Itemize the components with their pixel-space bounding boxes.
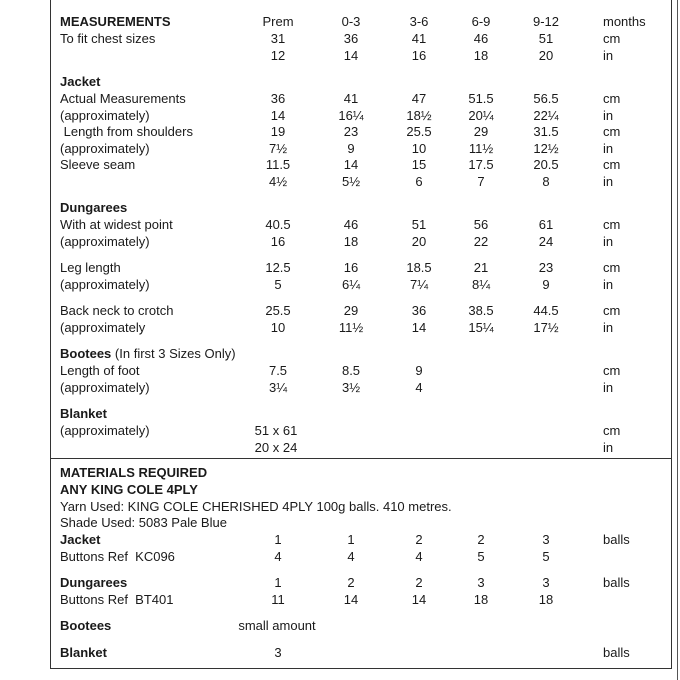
dungarees-value: 18 — [343, 234, 359, 249]
chest-in-value: 20 — [538, 48, 554, 63]
jacket-value: 11.5 — [265, 157, 291, 172]
yarn-used: Yarn Used: KING COLE CHERISHED 4PLY 100g balls. 410 metres. — [60, 499, 452, 514]
jacket-value: 23 — [343, 124, 359, 139]
dungarees-row-label: Leg length — [60, 260, 121, 275]
dungarees-value: 46 — [343, 217, 359, 232]
jacket-balls-value: 1 — [274, 532, 282, 547]
page-edge-line — [677, 0, 678, 680]
blanket-label: (approximately) — [60, 423, 150, 438]
dungarees-balls-value: 2 — [415, 575, 423, 590]
dungarees-row-label: (approximately) — [60, 234, 150, 249]
jacket-value: 14 — [343, 157, 359, 172]
jacket-value: 36 — [270, 91, 286, 106]
dungarees-value: 16 — [270, 234, 286, 249]
jacket-heading: Jacket — [60, 74, 101, 89]
dungarees-buttons-value: 18 — [538, 592, 554, 607]
jacket-value: 16¼ — [338, 108, 364, 123]
jacket-row-label: (approximately) — [60, 141, 150, 156]
dungarees-value: 40.5 — [265, 217, 291, 232]
blanket-balls-unit: balls — [603, 645, 630, 660]
bootees-value: 8.5 — [341, 363, 361, 378]
blanket-in-value: 20 x 24 — [254, 440, 298, 455]
blanket-heading: Blanket — [60, 406, 107, 421]
jacket-row-label: (approximately) — [60, 108, 150, 123]
jacket-value: 15 — [411, 157, 427, 172]
bootees-heading-line — [60, 346, 236, 362]
bootees-row-label: (approximately) — [60, 380, 150, 395]
chest-in-value: 14 — [343, 48, 359, 63]
jacket-value: 7½ — [268, 141, 288, 156]
jacket-value: 47 — [411, 91, 427, 106]
jacket-unit: in — [603, 108, 614, 123]
jacket-value: 5½ — [341, 174, 361, 189]
chest-cm-value: 31 — [270, 31, 286, 46]
jacket-value: 8 — [542, 174, 550, 189]
bootees-amount: small amount — [238, 618, 316, 633]
jacket-balls-value: 1 — [347, 532, 355, 547]
size-header-0-3: 0-3 — [341, 14, 361, 29]
jacket-value: 18½ — [406, 108, 432, 123]
dungarees-value: 38.5 — [468, 303, 494, 318]
jacket-value: 9 — [347, 141, 355, 156]
jacket-value: 41 — [343, 91, 359, 106]
materials-bootees-label: Bootees — [60, 618, 112, 633]
jacket-value: 31.5 — [533, 124, 559, 139]
dungarees-value: 8¼ — [471, 277, 491, 292]
jacket-balls-value: 2 — [477, 532, 485, 547]
size-header-prem: Prem — [262, 14, 294, 29]
bootees-heading: Bootees — [60, 346, 112, 361]
chest-in-value: 16 — [411, 48, 427, 63]
jacket-value: 6 — [415, 174, 423, 189]
jacket-balls-value: 2 — [415, 532, 423, 547]
dungarees-balls-value: 2 — [347, 575, 355, 590]
dungarees-balls-value: 3 — [477, 575, 485, 590]
dungarees-balls-value: 3 — [542, 575, 550, 590]
bootees-value: 3½ — [341, 380, 361, 395]
dungarees-heading: Dungarees — [60, 200, 128, 215]
jacket-buttons-value: 4 — [415, 549, 423, 564]
bootees-row-label: Length of foot — [60, 363, 140, 378]
dungarees-value: 18.5 — [406, 260, 432, 275]
jacket-value: 29 — [473, 124, 489, 139]
chest-cm-value: 36 — [343, 31, 359, 46]
jacket-balls-value: 3 — [542, 532, 550, 547]
dungarees-row-label: (approximately — [60, 320, 146, 335]
dungarees-value: 6¼ — [341, 277, 361, 292]
jacket-row-label: Actual Measurements — [60, 91, 186, 106]
chest-in-value: 18 — [473, 48, 489, 63]
jacket-value: 19 — [270, 124, 286, 139]
section-divider — [50, 458, 671, 459]
chest-cm-value: 46 — [473, 31, 489, 46]
jacket-buttons-value: 4 — [347, 549, 355, 564]
dungarees-buttons-label: Buttons Ref BT401 — [60, 592, 174, 607]
jacket-buttons-value: 5 — [542, 549, 550, 564]
dungarees-row-label: With at widest point — [60, 217, 173, 232]
dungarees-buttons-value: 11 — [271, 592, 285, 607]
chest-label: To fit chest sizes — [60, 31, 156, 46]
jacket-value: 4½ — [268, 174, 288, 189]
dungarees-value: 7¼ — [409, 277, 429, 292]
dungarees-value: 56 — [473, 217, 489, 232]
materials-subheading: ANY KING COLE 4PLY — [60, 482, 198, 497]
jacket-unit: cm — [603, 124, 621, 139]
dungarees-value: 5 — [274, 277, 282, 292]
blanket-cm-unit: cm — [603, 423, 621, 438]
jacket-value: 25.5 — [406, 124, 432, 139]
size-header-9-12: 9-12 — [532, 14, 560, 29]
dungarees-value: 11½ — [338, 320, 364, 335]
dungarees-unit: in — [603, 234, 614, 249]
jacket-value: 51.5 — [468, 91, 494, 106]
dungarees-value: 9 — [542, 277, 550, 292]
chest-cm-value: 51 — [538, 31, 554, 46]
measurements-heading: MEASUREMENTS — [60, 14, 171, 29]
jacket-unit: in — [603, 141, 614, 156]
jacket-buttons-value: 5 — [477, 549, 485, 564]
jacket-value: 20¼ — [468, 108, 494, 123]
dungarees-buttons-value: 18 — [473, 592, 489, 607]
dungarees-value: 12.5 — [265, 260, 291, 275]
bootees-value: 9 — [415, 363, 423, 378]
materials-dungarees-label: Dungarees — [60, 575, 128, 590]
size-header-3-6: 3-6 — [409, 14, 429, 29]
dungarees-value: 25.5 — [265, 303, 291, 318]
jacket-value: 10 — [411, 141, 427, 156]
chest-in-unit: in — [603, 48, 614, 63]
dungarees-value: 10 — [270, 320, 286, 335]
dungarees-value: 16 — [343, 260, 359, 275]
dungarees-value: 20 — [411, 234, 427, 249]
blanket-cm-value: 51 x 61 — [254, 423, 298, 438]
dungarees-value: 61 — [538, 217, 554, 232]
chest-in-value: 12 — [270, 48, 286, 63]
dungarees-row-label: Back neck to crotch — [60, 303, 174, 318]
bootees-value: 4 — [415, 380, 423, 395]
jacket-buttons-value: 4 — [274, 549, 282, 564]
shade-used: Shade Used: 5083 Pale Blue — [60, 515, 227, 530]
jacket-balls-unit: balls — [603, 532, 630, 547]
bootees-unit: cm — [603, 363, 621, 378]
bootees-note: (In first 3 Sizes Only) — [114, 346, 236, 361]
jacket-value: 11½ — [468, 141, 494, 156]
dungarees-buttons-value: 14 — [411, 592, 427, 607]
bootees-unit: in — [603, 380, 614, 395]
materials-blanket-label: Blanket — [60, 645, 107, 660]
size-header-6-9: 6-9 — [471, 14, 491, 29]
jacket-buttons-label: Buttons Ref KC096 — [60, 549, 175, 564]
jacket-unit: cm — [603, 91, 621, 106]
blanket-balls-value: 3 — [274, 645, 282, 660]
jacket-unit: cm — [603, 157, 621, 172]
materials-jacket-label: Jacket — [60, 532, 101, 547]
bootees-value: 3¼ — [268, 380, 288, 395]
jacket-row-label: Sleeve seam — [60, 157, 136, 172]
dungarees-value: 14 — [411, 320, 427, 335]
dungarees-value: 17½ — [533, 320, 559, 335]
dungarees-value: 44.5 — [533, 303, 559, 318]
chest-cm-value: 41 — [411, 31, 427, 46]
bootees-value: 7.5 — [268, 363, 288, 378]
dungarees-value: 15¼ — [468, 320, 494, 335]
dungarees-unit: cm — [603, 260, 621, 275]
dungarees-value: 29 — [343, 303, 359, 318]
jacket-value: 7 — [477, 174, 485, 189]
jacket-value: 17.5 — [468, 157, 494, 172]
jacket-row-label: Length from shoulders — [60, 124, 193, 139]
jacket-unit: in — [603, 174, 614, 189]
jacket-value: 22¼ — [533, 108, 559, 123]
dungarees-value: 36 — [411, 303, 427, 318]
blanket-in-unit: in — [603, 440, 614, 455]
jacket-value: 14 — [270, 108, 286, 123]
jacket-value: 56.5 — [533, 91, 559, 106]
dungarees-row-label: (approximately) — [60, 277, 150, 292]
dungarees-unit: in — [603, 277, 614, 292]
dungarees-balls-unit: balls — [603, 575, 630, 590]
dungarees-value: 23 — [538, 260, 554, 275]
dungarees-balls-value: 1 — [274, 575, 282, 590]
jacket-value: 12½ — [533, 141, 559, 156]
dungarees-value: 51 — [411, 217, 427, 232]
dungarees-unit: cm — [603, 217, 621, 232]
dungarees-value: 21 — [473, 260, 489, 275]
size-unit-months: months — [603, 14, 646, 29]
dungarees-unit: cm — [603, 303, 621, 318]
dungarees-buttons-value: 14 — [343, 592, 359, 607]
chest-cm-unit: cm — [603, 31, 621, 46]
dungarees-value: 22 — [473, 234, 489, 249]
dungarees-value: 24 — [538, 234, 554, 249]
materials-heading: MATERIALS REQUIRED — [60, 465, 208, 480]
jacket-value: 20.5 — [533, 157, 559, 172]
dungarees-unit: in — [603, 320, 614, 335]
